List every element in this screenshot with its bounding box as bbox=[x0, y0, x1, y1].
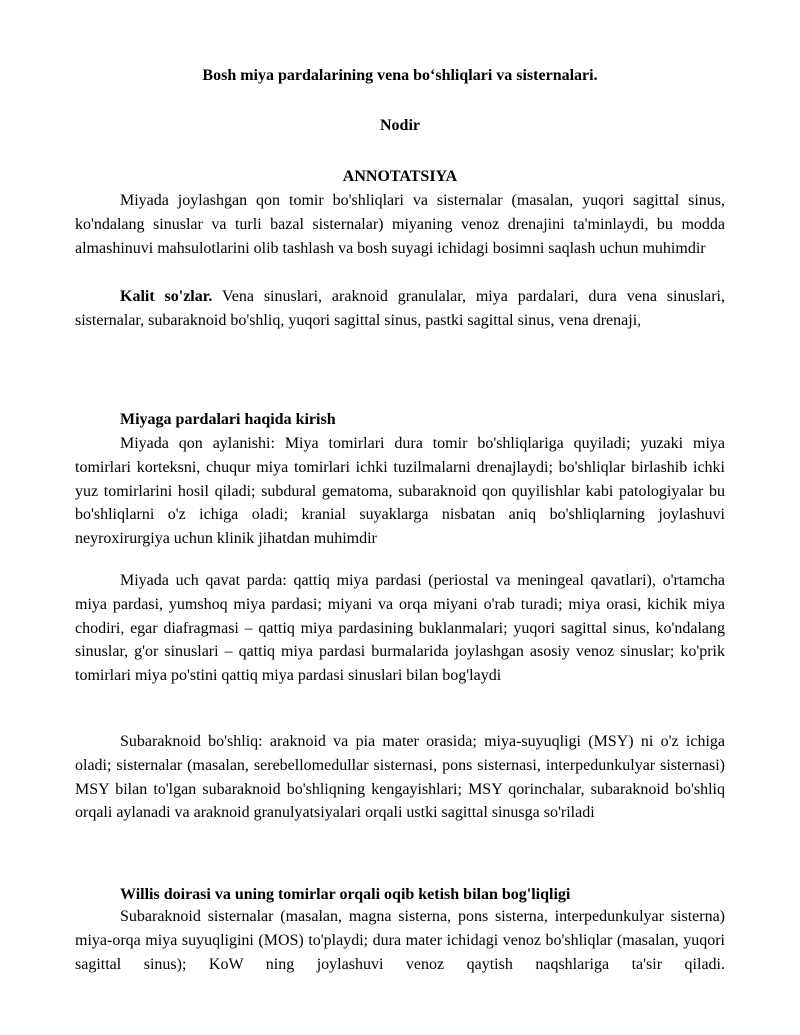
annotation-paragraph: Miyada joylashgan qon tomir bo'shliqlari va sisternalar (masalan, yuqori sagittal sinus, ko'ndalang sinuslar va turli bazal sisternalar) miyaning venoz drenajini ta'minlaydi, bu modda almashinuvi mahsulotlarini olib tashlash va bosh suyagi ichidagi bosimni saqlash uchun muhimdir bbox=[75, 192, 725, 257]
document-title: Bosh miya pardalarining vena bo‘shliqlari va sisternalari. bbox=[202, 67, 598, 84]
section-heading-willis: Willis doirasi va uning tomirlar orqali oqib ketish bilan bog'liqligi bbox=[120, 886, 571, 903]
intro-paragraph-3: Subaraknoid bo'shliq: araknoid va pia mater orasida; miya-suyuqligi (MSY) ni o'z ichiga oladi; sisternalar (masalan, serebellomedullar sisternasi, pons sisternasi, interpedunkulyar sisternasi) MSY bilan to'lgan subaraknoid bo'shliqning kengayishlari; MSY qorinchalar, subaraknoid bo'shliq orqali aylanadi va araknoid granulyatsiyalari orqali ustki sagittal sinusga so'riladi bbox=[75, 733, 725, 822]
willis-paragraph-1: Subaraknoid sisternalar (masalan, magna sisterna, pons sisterna, interpedunkulyar sisterna) miya-orqa miya suyuqligini (MOS) to'playdi; dura mater ichidagi venoz bo'shliqlar (masalan, yuqori sagittal sinus); KoW ning joylashuvi venoz qaytish naqshlariga ta'sir qiladi. bbox=[75, 908, 725, 973]
keywords-label: Kalit so'zlar. bbox=[120, 288, 213, 305]
intro-paragraph-2: Miyada uch qavat parda: qattiq miya pardasi (periostal va meningeal qavatlari), o'rtamcha miya pardasi, yumshoq miya pardasi; miyani va orqa miyani o'rab turadi; miya orasi, kichik miya chodiri, egar diafragmasi – qattiq miya pardasining buklanmalari; yuqori sagittal sinus, ko'ndalang sinuslar, g'or sinuslari – qattiq miya pardasi burmalarida joylashgan asosiy venoz sinuslar; ko'prik tomirlari miya po'stini qattiq miya pardasi sinuslari bilan bog'laydi bbox=[75, 572, 725, 685]
annotation-heading: ANNOTATSIYA bbox=[342, 168, 458, 185]
document-author: Nodir bbox=[380, 117, 420, 134]
keywords-text: Vena sinuslari, araknoid granulalar, miya pardalari, dura vena sinuslari, sisternalar, subaraknoid bo'shliq, yuqori sagittal sinus, pastki sagittal sinus, vena drenaji, bbox=[75, 288, 726, 329]
section-heading-intro: Miyaga pardalari haqida kirish bbox=[120, 411, 336, 428]
keywords-paragraph bbox=[75, 285, 725, 333]
intro-paragraph-1: Miyada qon aylanishi: Miya tomirlari dura tomir bo'shliqlariga quyiladi; yuzaki miya tomirlari korteksni, chuqur miya tomirlari ichki tuzilmalarni drenajlaydi; bo'shliqlar birlashib ichki yuz tomirlarini hosil qiladi; subdural gematoma, subaraknoid qon quyilishlar kabi patologiyalar bu bo'shliqlarni o'z ichiga oladi; kranial suyaklarga nisbatan aniq bo'shliqlarning joylashuvi neyroxirurgiya uchun klinik jihatdan muhimdir bbox=[75, 435, 725, 548]
